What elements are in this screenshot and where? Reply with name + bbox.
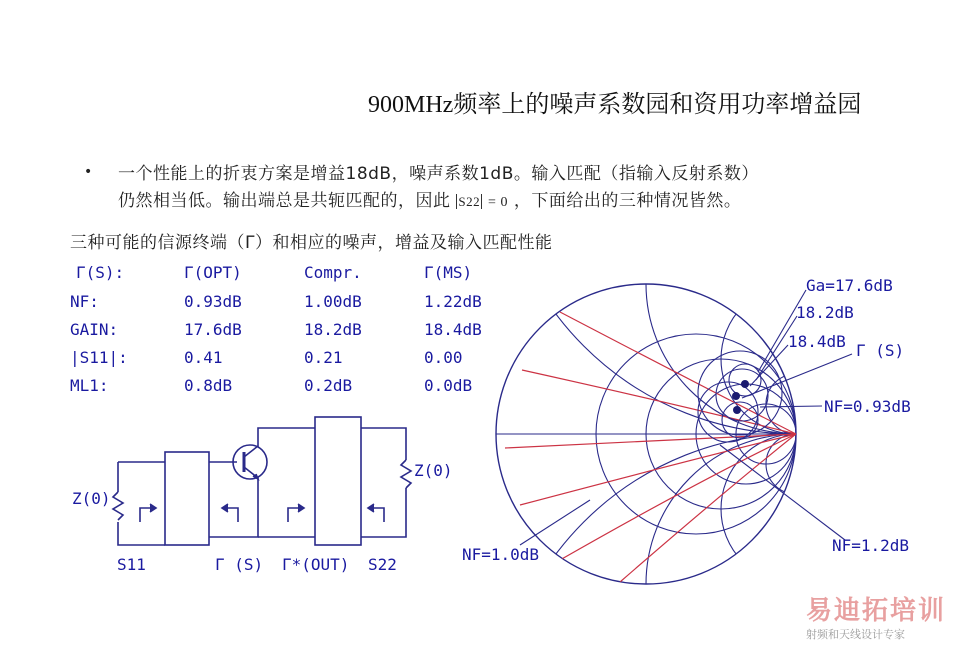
watermark-subtitle: 射频和天线设计专家: [806, 628, 905, 641]
label-nf-10: NF=1.0dB: [462, 545, 540, 564]
left-resistor: [113, 492, 123, 520]
bullet-line-2a: 仍然相当低。输出端总是共轭匹配的，因此: [118, 191, 451, 211]
gain-circle-17p6: [698, 351, 782, 435]
table-cell: 1.22dB: [424, 292, 482, 311]
table-cell: 0.00: [424, 348, 463, 367]
s22-symbol: S22: [458, 194, 481, 209]
table-header-cell: Compr.: [304, 263, 362, 282]
s22-equals: = 0: [488, 195, 508, 210]
label-ga-18p2: 18.2dB: [796, 303, 854, 322]
table-cell: 0.2dB: [304, 376, 353, 395]
gs-arrow-icon: [222, 504, 228, 512]
table-cell: 0.0dB: [424, 376, 473, 395]
z0-right-label: Z(0): [414, 461, 453, 480]
reactance-arc: [721, 434, 871, 584]
leader-ga184: [750, 345, 788, 386]
bullet-line-2b: ，下面给出的三种情况皆然。: [513, 191, 742, 211]
table-cell: 17.6dB: [184, 320, 242, 339]
table-cell: |S11|:: [70, 348, 128, 367]
table-cell: 18.4dB: [424, 320, 482, 339]
transistor-body: [233, 445, 267, 479]
gs-label: Γ (S): [215, 555, 264, 574]
page-title: 900MHz频率上的噪声系数园和资用功率增益园: [368, 92, 862, 118]
right-resistor: [401, 460, 411, 488]
gamma-ms-point: [741, 380, 749, 388]
reactance-arc: [646, 134, 946, 434]
table-cell: 0.8dB: [184, 376, 233, 395]
transistor-collector: [244, 428, 315, 457]
right-top-wire: [361, 428, 406, 460]
s22-arrow-icon: [368, 504, 374, 512]
box1-bottom-wire: [209, 477, 258, 537]
left-bottom-wire: [118, 522, 165, 545]
label-nf-12: NF=1.2dB: [832, 536, 910, 555]
label-ga-17p6: Ga=17.6dB: [806, 276, 893, 295]
table-cell: 0.21: [304, 348, 343, 367]
gout-arrow-icon: [298, 504, 304, 512]
table-cell: 0.93dB: [184, 292, 242, 311]
bullet-line-1: 一个性能上的折衷方案是增益18dB，噪声系数1dB。输入匹配（指输入反射系数）: [118, 164, 759, 184]
output-match-box: [315, 417, 361, 545]
z0-left-label: Z(0): [72, 489, 111, 508]
table-cell: NF:: [70, 292, 99, 311]
table-cell: 1.00dB: [304, 292, 362, 311]
red-curve: [560, 434, 796, 560]
table-header-cell: Γ(OPT): [184, 263, 242, 282]
table-cell: 0.41: [184, 348, 223, 367]
leader-nf10: [520, 500, 590, 545]
table-header-cell: Γ(MS): [424, 263, 473, 282]
watermark-logo: 易迪拓培训: [806, 596, 947, 626]
label-gamma-s: Γ (S): [856, 341, 905, 360]
s22-label: S22: [368, 555, 397, 574]
label-ga-18p4: 18.4dB: [788, 332, 846, 351]
gamma-compromise-point: [732, 392, 740, 400]
table-cell: ML1:: [70, 376, 109, 395]
s11-label: S11: [117, 555, 146, 574]
reactance-arc: [496, 0, 960, 434]
input-match-box: [165, 452, 209, 545]
leader-nf093: [760, 406, 822, 407]
subheading: 三种可能的信源终端（Γ）和相应的噪声，增益及输入匹配性能: [70, 233, 553, 253]
label-nf-093: NF=0.93dB: [824, 397, 911, 416]
table-header-cell: Γ(S):: [76, 263, 125, 282]
table-cell: 18.2dB: [304, 320, 362, 339]
red-curve: [520, 434, 796, 505]
gamma-opt-point: [733, 406, 741, 414]
table-cell: GAIN:: [70, 320, 119, 339]
gout-label: Γ*(OUT): [282, 555, 350, 574]
bullet-marker: •: [84, 164, 93, 180]
s11-arrow-icon: [150, 504, 156, 512]
circuit-schematic: [113, 417, 411, 545]
